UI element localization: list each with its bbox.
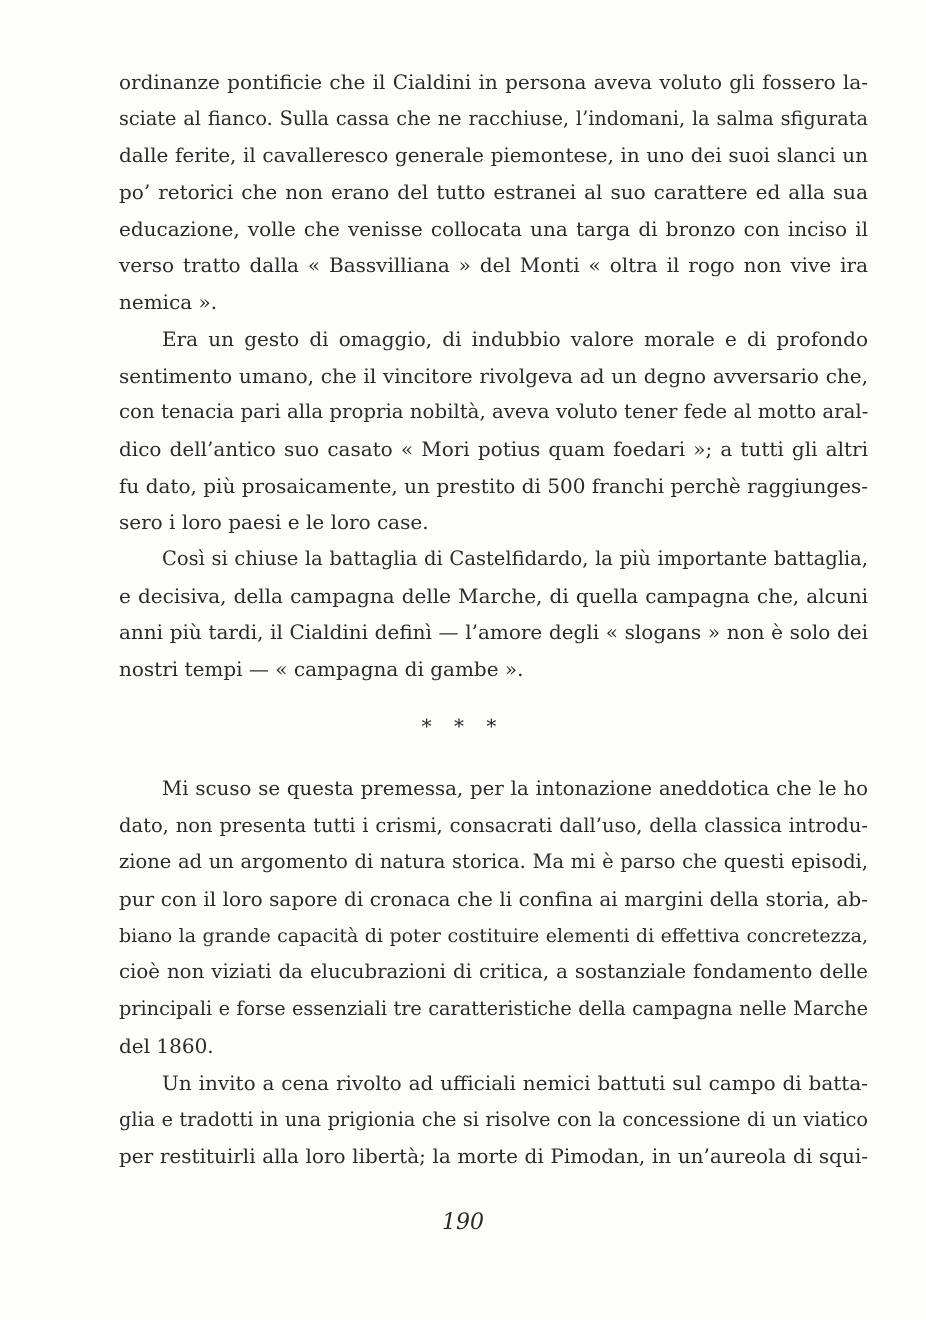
text-line: pur con il loro sapore di cronaca che li confina ai margini della storia, ab- (119, 887, 868, 912)
text-line: sciate al fianco. Sulla cassa che ne racchiuse, l’indomani, la salma sfigurata (119, 106, 868, 130)
text-line: nostri tempi — « campagna di gambe ». (119, 657, 524, 682)
text-line: biano la grande capacità di poter costituire elementi di effettiva concretezza, (119, 924, 868, 947)
text-line: con tenacia pari alla propria nobiltà, aveva voluto tener fede al motto aral- (119, 400, 869, 424)
text-line: dato, non presenta tutti i crismi, consacrati dall’uso, della classica introdu- (119, 813, 868, 837)
text-line: cioè non viziati da elucubrazioni di critica, a sostanziale fondamento delle (119, 960, 868, 984)
text-line: glia e tradotti in una prigionia che si risolve con la concessione di un viatico (119, 1107, 868, 1131)
section-separator: * * * (421, 714, 505, 738)
text-line: sentimento umano, che il vincitore rivolgeva ad un degno avversario che, (119, 363, 868, 388)
text-line: dico dell’antico suo casato « Mori potius quam foedari »; a tutti gli altri (119, 437, 868, 462)
paragraph-5 (119, 1065, 868, 1175)
text-line: principali e forse essenziali tre caratteristiche della campagna nelle Marche (119, 997, 868, 1021)
text-line: del 1860. (119, 1033, 214, 1058)
text-line: sero i loro paesi e le loro case. (119, 510, 429, 535)
paragraph-3 (119, 541, 868, 688)
text-line: anni più tardi, il Cialdini definì — l’amore degli « slogans » non è solo dei (119, 620, 868, 645)
page-number: 190 (442, 1210, 484, 1235)
text-line: verso tratto dalla « Bassvilliana » del Monti « oltra il rogo non vive ira (119, 253, 868, 278)
text-line: educazione, volle che venisse collocata una targa di bronzo con inciso il (119, 216, 868, 241)
paragraph-4 (119, 771, 868, 1065)
text-line: Era un gesto di omaggio, di indubbio valore morale e di profondo (162, 327, 868, 351)
text-line: Mi scuso se questa premessa, per la intonazione aneddotica che le ho (162, 777, 868, 800)
paragraph-1 (119, 64, 868, 321)
paragraph-2 (119, 321, 868, 541)
text-line: per restituirli alla loro libertà; la morte di Pimodan, in un’aureola di squi- (119, 1144, 868, 1169)
text-line: Così si chiuse la battaglia di Castelfidardo, la più importante battaglia, (162, 547, 868, 570)
text-line: ordinanze pontificie che il Cialdini in persona aveva voluto gli fossero la- (119, 70, 868, 94)
text-line: po’ retorici che non erano del tutto estranei al suo carattere ed alla sua (119, 180, 868, 205)
text-line: e decisiva, della campagna delle Marche, di quella campagna che, alcuni (119, 583, 868, 608)
text-line: fu dato, più prosaicamente, un prestito di 500 franchi perchè raggiunges- (119, 473, 868, 498)
text-line: zione ad un argomento di natura storica. Ma mi è parso che questi episodi, (119, 850, 868, 874)
text-line: dalle ferite, il cavalleresco generale piemontese, in uno dei suoi slanci un (119, 143, 868, 168)
text-line: Un invito a cena rivolto ad ufficiali nemici battuti sul campo di batta- (162, 1071, 868, 1095)
text-line: nemica ». (119, 290, 218, 315)
